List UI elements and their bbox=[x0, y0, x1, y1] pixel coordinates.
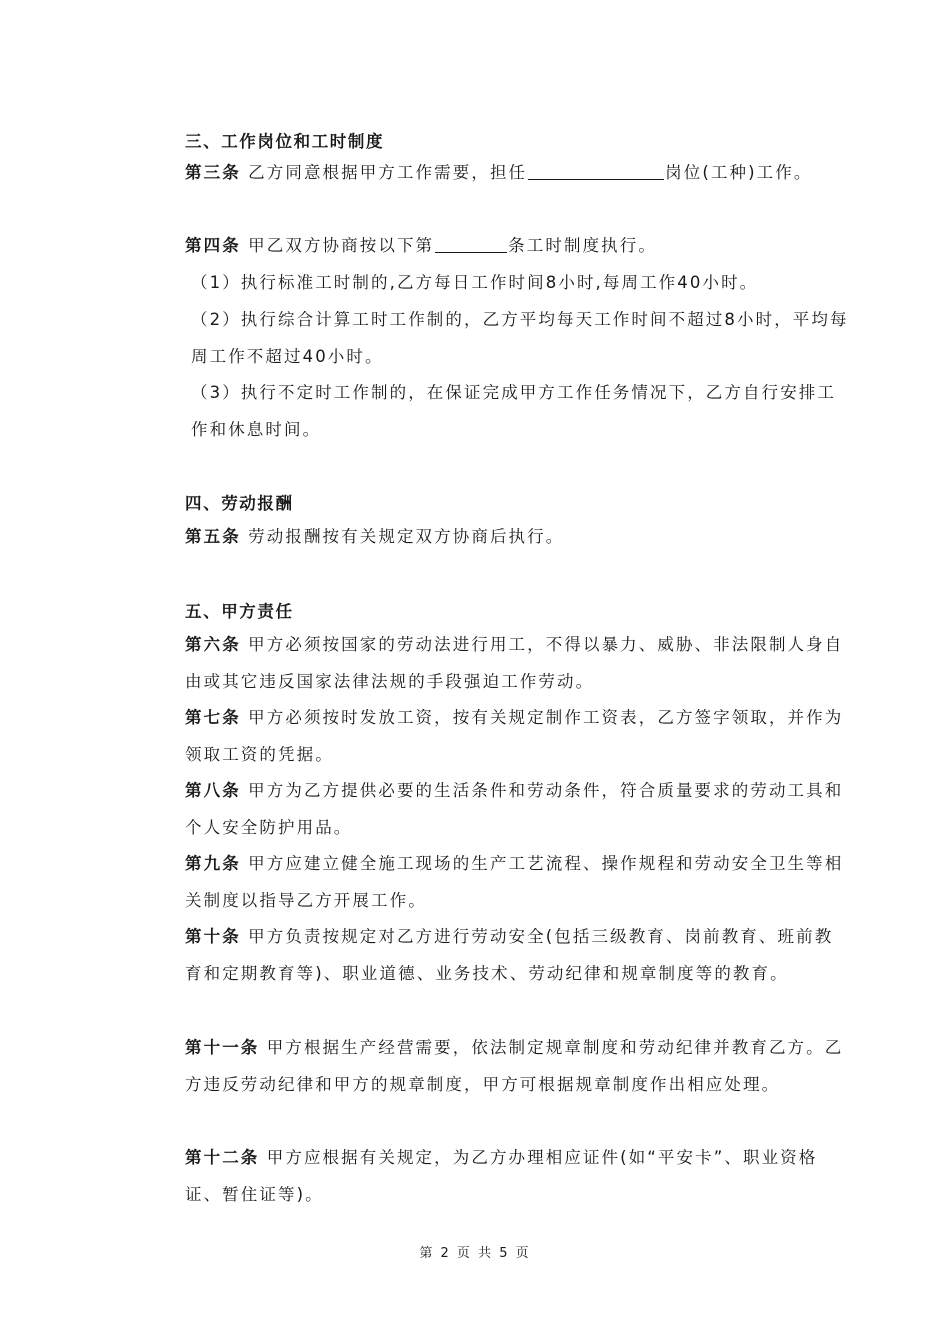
article-4 bbox=[147, 228, 845, 265]
article-3-text-before: 乙方同意根据甲方工作需要，担任 bbox=[240, 163, 528, 182]
article-9-text: 甲方应建立健全施工现场的生产工艺流程、操作规程和劳动安全卫生等相关制度以指导乙方开展工作。 bbox=[185, 854, 844, 910]
page-number-footer: 第 2 页 共 5 页 bbox=[419, 1246, 531, 1261]
article-4-text-after: 条工时制度执行。 bbox=[508, 236, 657, 255]
article-10 bbox=[147, 919, 845, 992]
article-6-label: 第六条 bbox=[185, 635, 241, 654]
article-12-text: 甲方应根据有关规定，为乙方办理相应证件(如“平安卡”、职业资格证、暂住证等)。 bbox=[185, 1148, 818, 1204]
article-9-label: 第九条 bbox=[185, 854, 241, 873]
article-11-text: 甲方根据生产经营需要，依法制定规章制度和劳动纪律并教育乙方。乙方违反劳动纪律和甲方的规章制度，甲方可根据规章制度作出相应处理。 bbox=[185, 1038, 844, 1094]
article-12-label: 第十二条 bbox=[185, 1148, 260, 1167]
article-7-text: 甲方必须按时发放工资，按有关规定制作工资表，乙方签字领取，并作为领取工资的凭据。 bbox=[185, 708, 844, 764]
article-12 bbox=[147, 1140, 845, 1213]
article-6-text: 甲方必须按国家的劳动法进行用工，不得以暴力、威胁、非法限制人身自由或其它违反国家法律法规的手段强迫工作劳动。 bbox=[185, 635, 844, 691]
section-heading-work-hours: 三、工作岗位和工时制度 bbox=[185, 132, 385, 151]
work-hour-item-1: （1）执行标准工时制的,乙方每日工作时间8小时,每周工作40小时。 bbox=[191, 273, 759, 292]
article-8-text: 甲方为乙方提供必要的生活条件和劳动条件，符合质量要求的劳动工具和个人安全防护用品。 bbox=[185, 781, 844, 837]
article-7 bbox=[147, 700, 845, 773]
article-4-text-before: 甲乙双方协商按以下第 bbox=[240, 236, 435, 255]
article-9 bbox=[147, 846, 845, 919]
article-8-label: 第八条 bbox=[185, 781, 241, 800]
work-hour-item-2: （2）执行综合计算工时工作制的，乙方平均每天工作时间不超过8小时，平均每周工作不超过40小时。 bbox=[191, 310, 849, 366]
article-8 bbox=[147, 773, 845, 846]
position-blank bbox=[528, 162, 664, 180]
article-6 bbox=[147, 627, 845, 700]
article-5-text: 劳动报酬按有关规定双方协商后执行。 bbox=[240, 527, 565, 546]
section-heading-remuneration: 四、劳动报酬 bbox=[185, 494, 294, 513]
article-3 bbox=[147, 155, 845, 192]
article-3-label: 第三条 bbox=[185, 163, 241, 182]
article-11 bbox=[147, 1030, 845, 1103]
article-5-label: 第五条 bbox=[185, 527, 241, 546]
article-3-text-after: 岗位(工种)工作。 bbox=[665, 163, 813, 182]
article-11-label: 第十一条 bbox=[185, 1038, 260, 1057]
article-5 bbox=[147, 519, 845, 556]
section-heading-party-a-duties: 五、甲方责任 bbox=[185, 602, 294, 621]
work-hour-option-blank bbox=[435, 235, 507, 253]
article-10-text: 甲方负责按规定对乙方进行劳动安全(包括三级教育、岗前教育、班前教育和定期教育等)、职业道德、业务技术、劳动纪律和规章制度等的教育。 bbox=[185, 927, 834, 983]
work-hour-item-3: （3）执行不定时工作制的，在保证完成甲方工作任务情况下，乙方自行安排工作和休息时间。 bbox=[191, 383, 836, 439]
article-10-label: 第十条 bbox=[185, 927, 241, 946]
article-4-label: 第四条 bbox=[185, 236, 241, 255]
article-7-label: 第七条 bbox=[185, 708, 241, 727]
